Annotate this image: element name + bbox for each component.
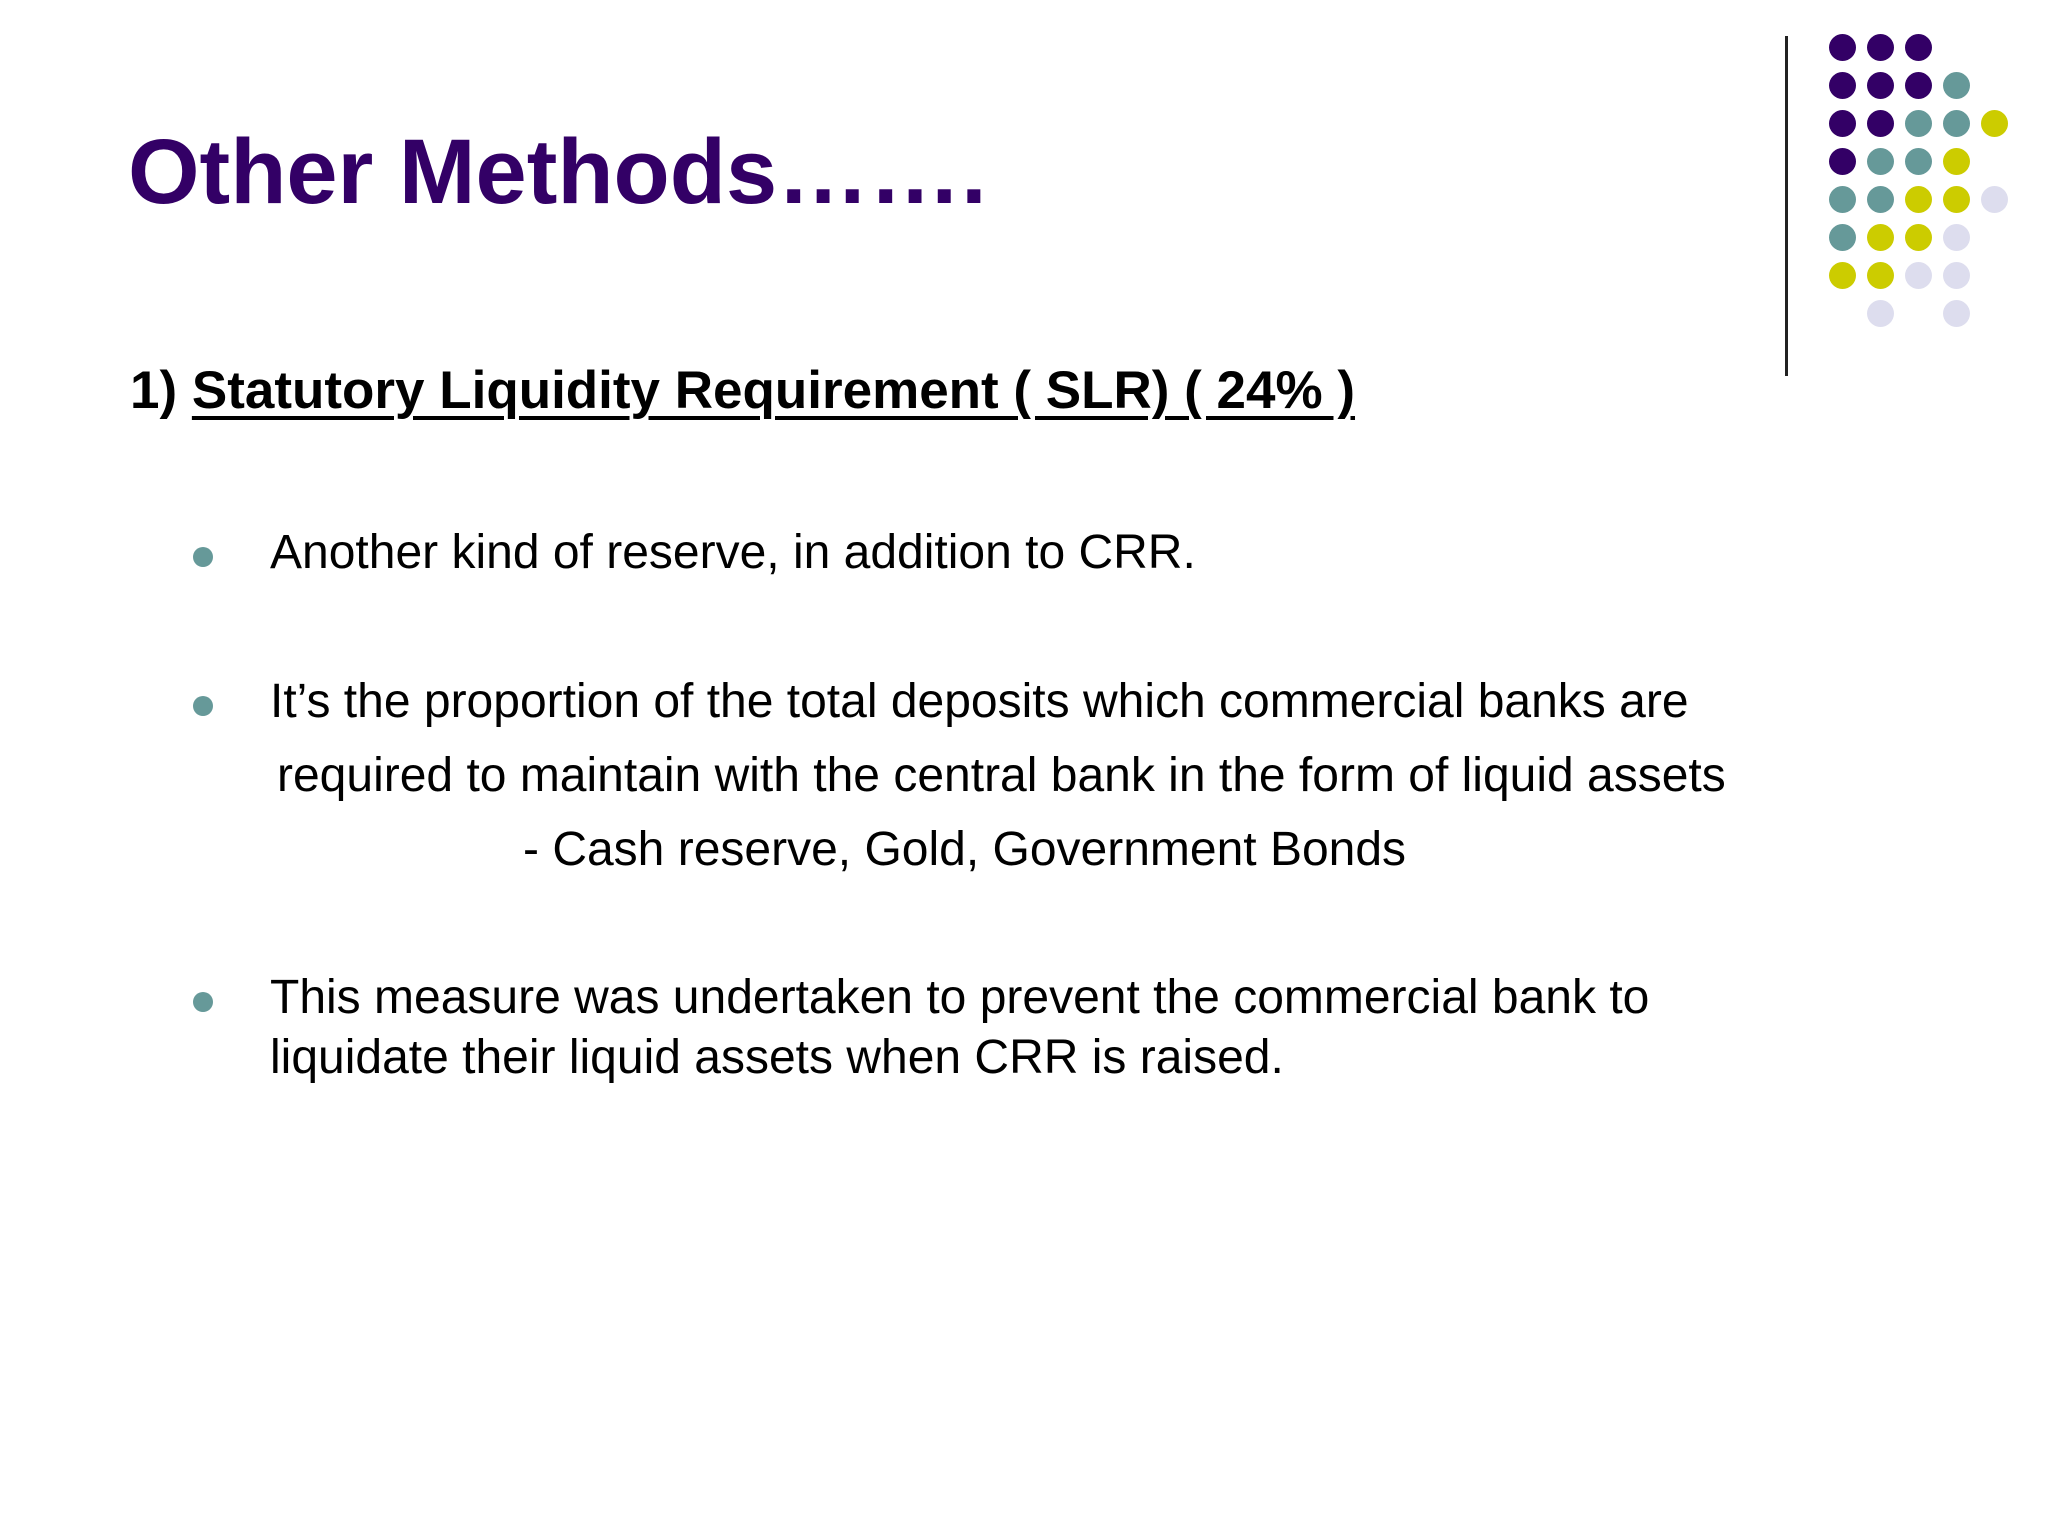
bullet-1-line-1: Another kind of reserve, in addition to CRR. bbox=[270, 526, 1196, 579]
bullet-3-line-2: liquidate their liquid assets when CRR is raised. bbox=[270, 1031, 1284, 1084]
decorative-dot bbox=[1829, 148, 1856, 175]
decorative-dot bbox=[1829, 110, 1856, 137]
decorative-divider bbox=[1785, 36, 1788, 376]
decorative-dot bbox=[1905, 262, 1932, 289]
bullet-2-line-2: required to maintain with the central bank in the form of liquid assets bbox=[277, 749, 1726, 802]
decorative-dot bbox=[1943, 262, 1970, 289]
decorative-dot bbox=[1943, 110, 1970, 137]
decorative-dot bbox=[1867, 300, 1894, 327]
bullet-dot-icon bbox=[193, 696, 213, 716]
decorative-dot bbox=[1943, 186, 1970, 213]
decorative-dot bbox=[1867, 34, 1894, 61]
decorative-dot bbox=[1867, 148, 1894, 175]
decorative-dot bbox=[1905, 72, 1932, 99]
section-number: 1) bbox=[130, 361, 178, 420]
bullet-2-line-1: It’s the proportion of the total deposits which commercial banks are bbox=[270, 675, 1689, 728]
decorative-dot bbox=[1943, 300, 1970, 327]
decorative-dot bbox=[1943, 148, 1970, 175]
bullet-dot-icon bbox=[193, 547, 213, 567]
decorative-dot bbox=[1905, 34, 1932, 61]
decorative-dot bbox=[1829, 186, 1856, 213]
decorative-dot bbox=[1867, 262, 1894, 289]
section-heading bbox=[130, 360, 1355, 421]
decorative-dot bbox=[1829, 34, 1856, 61]
bullet-dot-icon bbox=[193, 992, 213, 1012]
decorative-dot bbox=[1981, 186, 2008, 213]
decorative-dot bbox=[1867, 110, 1894, 137]
section-heading-text: Statutory Liquidity Requirement ( SLR) ( 24% ) bbox=[191, 361, 1356, 420]
decorative-dot bbox=[1981, 110, 2008, 137]
decorative-dot bbox=[1867, 72, 1894, 99]
decorative-dot bbox=[1943, 72, 1970, 99]
decorative-dot bbox=[1829, 72, 1856, 99]
decorative-dot bbox=[1943, 224, 1970, 251]
decorative-dot bbox=[1867, 186, 1894, 213]
decorative-dot bbox=[1905, 148, 1932, 175]
bullet-2-line-3: - Cash reserve, Gold, Government Bonds bbox=[523, 823, 1407, 876]
decorative-dot bbox=[1905, 186, 1932, 213]
decorative-dot bbox=[1829, 224, 1856, 251]
slide-title: Other Methods……. bbox=[128, 121, 987, 223]
decorative-dot bbox=[1867, 224, 1894, 251]
decorative-dot bbox=[1829, 262, 1856, 289]
decorative-dot bbox=[1905, 224, 1932, 251]
decorative-dot bbox=[1905, 110, 1932, 137]
bullet-3-line-1: This measure was undertaken to prevent the commercial bank to bbox=[270, 971, 1650, 1024]
